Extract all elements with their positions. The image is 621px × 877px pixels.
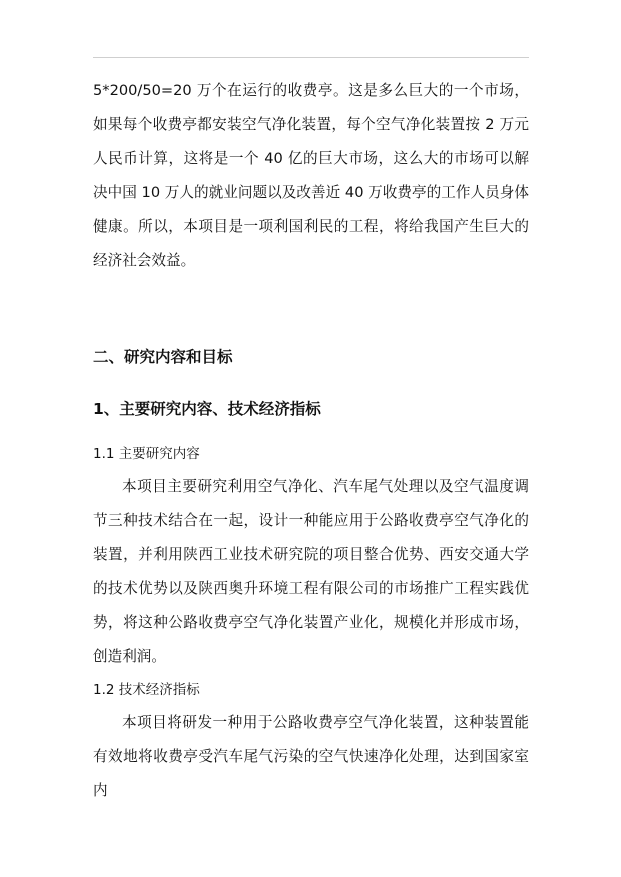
- item-1-2-paragraph: 本项目将研发一种用于公路收费亭空气净化装置，这种装置能有效地将收费亭受汽车尾气污染的空气快速净化处理，达到国家室内: [93, 714, 529, 799]
- intro-paragraph: 5*200/50=20 万个在运行的收费亭。这是多么巨大的一个市场，如果每个收费亭都安装空气净化装置，每个空气净化装置按 2 万元人民币计算，这将是一个 40 亿的巨大市场，这么大的市场可以解决中国 10 万人的就业问题以及改善近 40 万收费亭的工作人员身体健康。所以，本项目是一项利国利民的工程，将给我国产生巨大的经济社会效益。: [93, 82, 529, 269]
- item-1-1-heading: 1.1 主要研究内容: [93, 446, 200, 462]
- item-1-2-heading: 1.2 技术经济指标: [93, 682, 200, 698]
- item-1-1-paragraph: 本项目主要研究利用空气净化、汽车尾气处理以及空气温度调节三种技术结合在一起，设计一种能应用于公路收费亭空气净化的装置，并利用陕西工业技术研究院的项目整合优势、西安交通大学的技术优势以及陕西奥升环境工程有限公司的市场推广工程实践优势，将这种公路收费亭空气净化装置产业化，规模化并形成市场，创造利润。: [93, 478, 529, 665]
- header-rule: [93, 57, 529, 58]
- document-body: [93, 74, 529, 808]
- subsection-heading: 1、主要研究内容、技术经济指标: [93, 400, 321, 418]
- section-heading: 二、研究内容和目标: [93, 348, 233, 366]
